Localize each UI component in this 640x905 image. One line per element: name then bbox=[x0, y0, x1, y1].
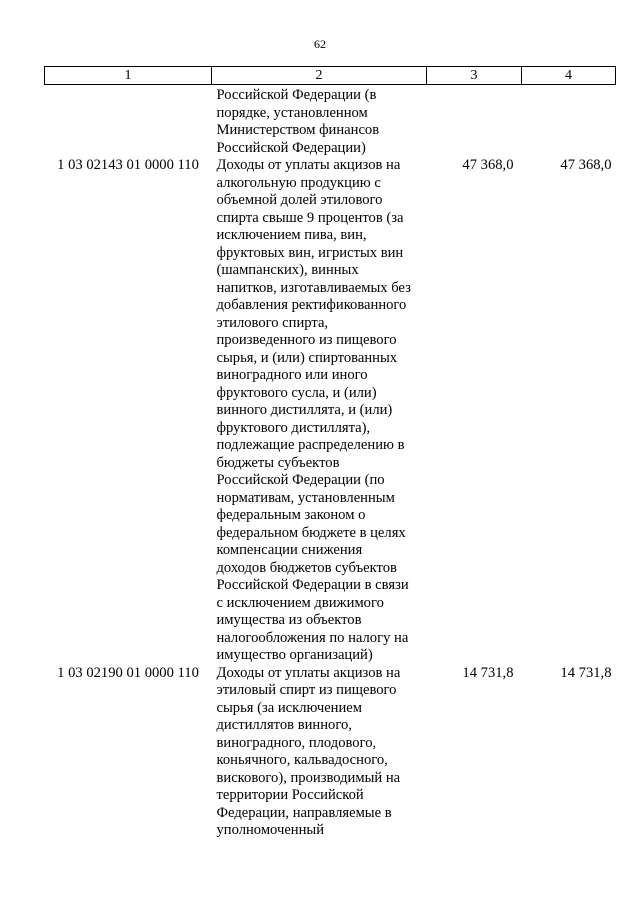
description-line: произведенного из пищевого bbox=[216, 332, 397, 348]
table-header-row bbox=[45, 67, 616, 85]
amount-col3: 14 731,8 bbox=[462, 664, 514, 681]
amount-col3: 47 368,0 bbox=[462, 157, 514, 173]
description-line: Российской Федерации) bbox=[216, 139, 366, 156]
description-line: компенсации снижения bbox=[216, 542, 363, 558]
description-line: федеральным законом о bbox=[216, 507, 366, 523]
amount-col4: 47 368,0 bbox=[560, 157, 612, 173]
table-row bbox=[45, 665, 616, 840]
description-line: имущество организаций) bbox=[216, 647, 373, 663]
description-cell bbox=[212, 665, 427, 840]
description-line: (шампанских), винных bbox=[216, 262, 359, 278]
description-line: этилового спирта, bbox=[216, 314, 329, 331]
continuation-code-cell bbox=[45, 85, 212, 158]
description-line: Российской Федерации в связи bbox=[216, 577, 409, 593]
description-line: Федерации, направляемые в bbox=[216, 804, 392, 821]
description-line: подлежащие распределению в bbox=[216, 437, 405, 453]
description-line: порядке, установленном bbox=[216, 104, 368, 121]
description-line: фруктового сусла, и (или) bbox=[216, 384, 377, 401]
amount-col4: 14 731,8 bbox=[560, 664, 612, 681]
description-line: нормативам, установленным bbox=[216, 489, 395, 506]
description-line: фруктовых вин, игристых вин bbox=[216, 244, 404, 261]
description-line: объемной долей этилового bbox=[216, 192, 383, 208]
continuation-amount4-cell bbox=[522, 85, 616, 158]
column-header-4: 4 bbox=[522, 67, 616, 85]
description-line: коньячного, кальвадосного, bbox=[216, 752, 388, 768]
description-line: Российской Федерации (в bbox=[216, 87, 377, 103]
description-line: этиловый спирт из пищевого bbox=[216, 682, 397, 698]
description-line: вискового), производимый на bbox=[216, 769, 401, 786]
description-line: Российской Федерации (по bbox=[216, 472, 385, 488]
budget-code: 1 03 02143 01 0000 110 bbox=[57, 157, 199, 173]
description-line: спирта свыше 9 процентов (за bbox=[216, 209, 404, 226]
description-line: исключением пива, вин, bbox=[216, 227, 367, 243]
column-header-2: 2 bbox=[212, 67, 427, 85]
continuation-amount3-cell bbox=[427, 85, 522, 158]
description-line: добавления ректификованного bbox=[216, 297, 407, 313]
description-line: сырья, и (или) спиртованных bbox=[216, 349, 398, 366]
description-line: уполномоченный bbox=[216, 822, 325, 838]
description-line: имущества из объектов bbox=[216, 612, 362, 628]
continuation-row bbox=[45, 85, 616, 158]
revenue-table bbox=[44, 66, 616, 840]
continuation-description bbox=[212, 85, 427, 158]
description-line: дистиллятов винного, bbox=[216, 717, 352, 733]
column-header-3: 3 bbox=[427, 67, 522, 85]
description-line: территории Российской bbox=[216, 787, 364, 803]
description-line: винного дистиллята, и (или) bbox=[216, 402, 393, 418]
description-line: федеральном бюджете в целях bbox=[216, 524, 406, 541]
description-line: виноградного или иного bbox=[216, 367, 368, 383]
description-line: Министерством финансов bbox=[216, 122, 380, 138]
table-row bbox=[45, 157, 616, 665]
description-line: Доходы от уплаты акцизов на bbox=[216, 664, 401, 681]
description-line: виноградного, плодового, bbox=[216, 734, 377, 751]
description-line: доходов бюджетов субъектов bbox=[216, 559, 397, 576]
budget-code: 1 03 02190 01 0000 110 bbox=[57, 664, 199, 681]
description-line: Доходы от уплаты акцизов на bbox=[216, 157, 401, 173]
description-line: алкогольную продукцию с bbox=[216, 174, 381, 191]
description-line: бюджеты субъектов bbox=[216, 454, 340, 471]
description-line: с исключением движимого bbox=[216, 594, 384, 611]
description-line: налогообложения по налогу на bbox=[216, 629, 409, 646]
page-number: 62 bbox=[314, 37, 326, 51]
description-line: напитков, изготавливаемых без bbox=[216, 279, 411, 296]
column-header-1: 1 bbox=[45, 67, 212, 85]
description-line: сырья (за исключением bbox=[216, 699, 363, 716]
description-line: фруктового дистиллята), bbox=[216, 419, 371, 436]
description-cell bbox=[212, 157, 427, 665]
